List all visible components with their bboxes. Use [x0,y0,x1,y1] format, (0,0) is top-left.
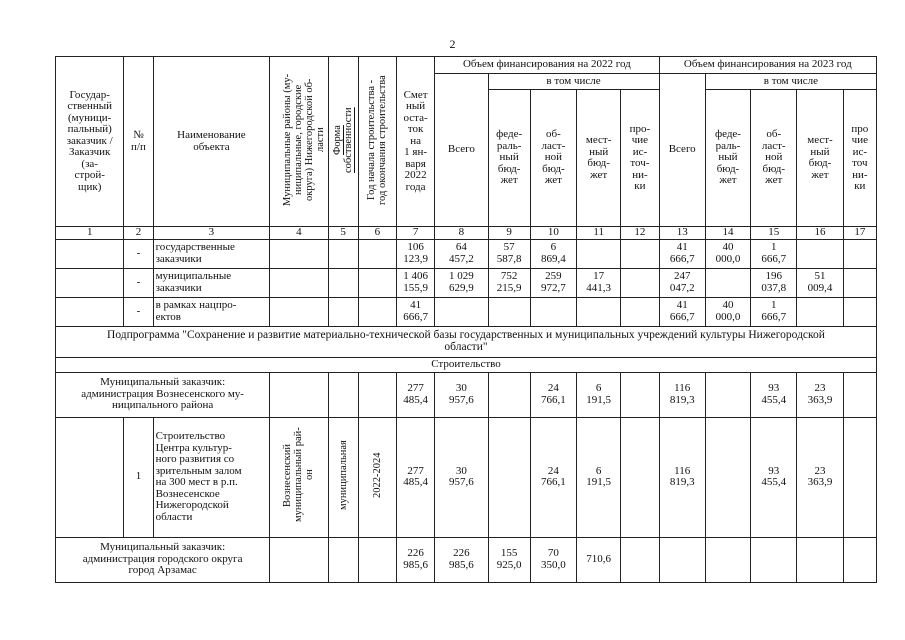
cell-value [843,417,876,537]
cell-value: 6 191,5 [577,372,621,417]
cell-value: 30 957,6 [435,372,488,417]
header-num: № п/п [124,57,153,227]
cell-value: 41 666,7 [659,297,705,326]
cell-value: 1 406 155,9 [396,268,434,297]
col-number: 13 [659,227,705,240]
cell-value [488,417,530,537]
cell-value: 24 766,1 [530,372,576,417]
col-number: 2 [124,227,153,240]
cell-value [435,297,488,326]
cell-value [577,239,621,268]
cell-value [797,239,843,268]
col-number: 17 [843,227,876,240]
header-years: Год начала строительства - год окончания строительства [358,57,396,227]
cell-value: 51 009,4 [797,268,843,297]
cell-value [843,268,876,297]
header-district: Муниципальные районы (му- ниципальные, городские округа) Нижегородской об- ласти [270,57,328,227]
cell-value: 277 485,4 [396,372,434,417]
header-fin-2023: Объем финансирования на 2023 год [659,57,876,74]
header-estimate: Смет ный оста- ток на 1 ян- варя 2022 года [396,57,434,227]
cell-value: 6 191,5 [577,417,621,537]
cell-value: 17 441,3 [577,268,621,297]
cell-value: 23 363,9 [797,372,843,417]
cell-value: 226 985,6 [396,537,434,582]
customer-label: Муниципальный заказчик: администрация городского округа город Арзамас [56,537,270,582]
table-row [56,239,877,268]
col-number: 12 [621,227,659,240]
cell-value [488,297,530,326]
cell-value: 1 029 629,9 [435,268,488,297]
cell-value [621,372,659,417]
cell-value [621,537,659,582]
header-regional-2023: об- ласт- ной бюд- жет [751,90,797,227]
col-number: 5 [328,227,358,240]
cell-value [705,268,750,297]
financing-table [55,56,877,583]
cell-value [797,537,843,582]
row-name: государственные заказчики [153,239,270,268]
cell-value: 1 666,7 [751,239,797,268]
cell-value [751,537,797,582]
customer-row [56,372,877,417]
cell-value: 116 819,3 [659,372,705,417]
cell-value: 40 000,0 [705,297,750,326]
object-ownership: муниципальная [328,417,358,537]
col-number: 15 [751,227,797,240]
col-number: 7 [396,227,434,240]
row-name: муниципальные заказчики [153,268,270,297]
header-ownership: Форма собственности [328,57,358,227]
section-title: Строительство [56,357,877,372]
page-number: 2 [449,37,456,51]
header-regional-2022: об- ласт- ной бюд- жет [530,90,576,227]
table-row [56,297,877,326]
cell-value: 106 123,9 [396,239,434,268]
column-numbers-row [56,227,877,240]
cell-value: 23 363,9 [797,417,843,537]
object-name: Строительство Центра культур- ного развития со зрительным залом на 300 мест в р.п. Вознесенское Нижегородской области [153,417,270,537]
cell-value: 41 666,7 [396,297,434,326]
cell-value [621,268,659,297]
object-district: Вознесенский муниципальный рай- он [270,417,328,537]
col-number: 1 [56,227,124,240]
object-row [56,417,877,537]
col-number: 3 [153,227,270,240]
cell-value [621,239,659,268]
cell-value: 226 985,6 [435,537,488,582]
cell-value: 6 869,4 [530,239,576,268]
header-other-2022: про- чие ис- точ- ни- ки [621,90,659,227]
header-local-2022: мест- ный бюд- жет [577,90,621,227]
cell-value: 64 457,2 [435,239,488,268]
col-number: 9 [488,227,530,240]
cell-value [530,297,576,326]
cell-value: 259 972,7 [530,268,576,297]
header-customer: Государ- ственный (муници- пальный) заказчик / Заказчик (за- строй- щик) [56,57,124,227]
header-including-2022: в том числе [488,74,659,90]
col-number: 14 [705,227,750,240]
cell-value: 247 047,2 [659,268,705,297]
object-years: 2022-2024 [358,417,396,537]
cell-value: 93 455,4 [751,372,797,417]
cell-value [705,537,750,582]
row-num: - [124,297,153,326]
header-object-name: Наименование объекта [153,57,270,227]
cell-value [577,297,621,326]
cell-value [843,239,876,268]
cell-value: 116 819,3 [659,417,705,537]
cell-value: 196 037,8 [751,268,797,297]
header-fin-2022: Объем финансирования на 2022 год [435,57,659,74]
cell-value [843,297,876,326]
cell-value: 752 215,9 [488,268,530,297]
customer-label: Муниципальный заказчик: администрация Вознесенского му- ниципального района [56,372,270,417]
header-including-2023: в том числе [705,74,876,90]
cell-value [797,297,843,326]
cell-value [843,372,876,417]
cell-value: 41 666,7 [659,239,705,268]
cell-value: 70 350,0 [530,537,576,582]
col-number: 11 [577,227,621,240]
table-row [56,268,877,297]
row-num: - [124,268,153,297]
cell-value [621,417,659,537]
header-local-2023: мест- ный бюд- жет [797,90,843,227]
header-federal-2022: феде- раль- ный бюд- жет [488,90,530,227]
header-federal-2023: феде- раль- ный бюд- жет [705,90,750,227]
col-number: 6 [358,227,396,240]
subprogram-title: Подпрограмма "Сохранение и развитие материально-технической базы государственных и муниципальных учреждений культуры Нижегородской области" [56,326,877,357]
col-number: 10 [530,227,576,240]
col-number: 16 [797,227,843,240]
row-num: 1 [124,417,153,537]
col-number: 8 [435,227,488,240]
cell-value [705,372,750,417]
row-name: в рамках нацпро- ектов [153,297,270,326]
cell-value [621,297,659,326]
cell-value: 277 485,4 [396,417,434,537]
cell-value [843,537,876,582]
header-total-2023: Всего [659,74,705,227]
header-total-2022: Всего [435,74,488,227]
header-other-2023: про чие ис- точ ни- ки [843,90,876,227]
cell-value: 155 925,0 [488,537,530,582]
cell-value [705,417,750,537]
cell-value: 40 000,0 [705,239,750,268]
cell-value [659,537,705,582]
cell-value: 24 766,1 [530,417,576,537]
cell-value: 710,6 [577,537,621,582]
col-number: 4 [270,227,328,240]
row-num: - [124,239,153,268]
cell-value [488,372,530,417]
cell-value: 30 957,6 [435,417,488,537]
customer-row [56,537,877,582]
cell-value: 57 587,8 [488,239,530,268]
cell-value: 1 666,7 [751,297,797,326]
cell-value: 93 455,4 [751,417,797,537]
